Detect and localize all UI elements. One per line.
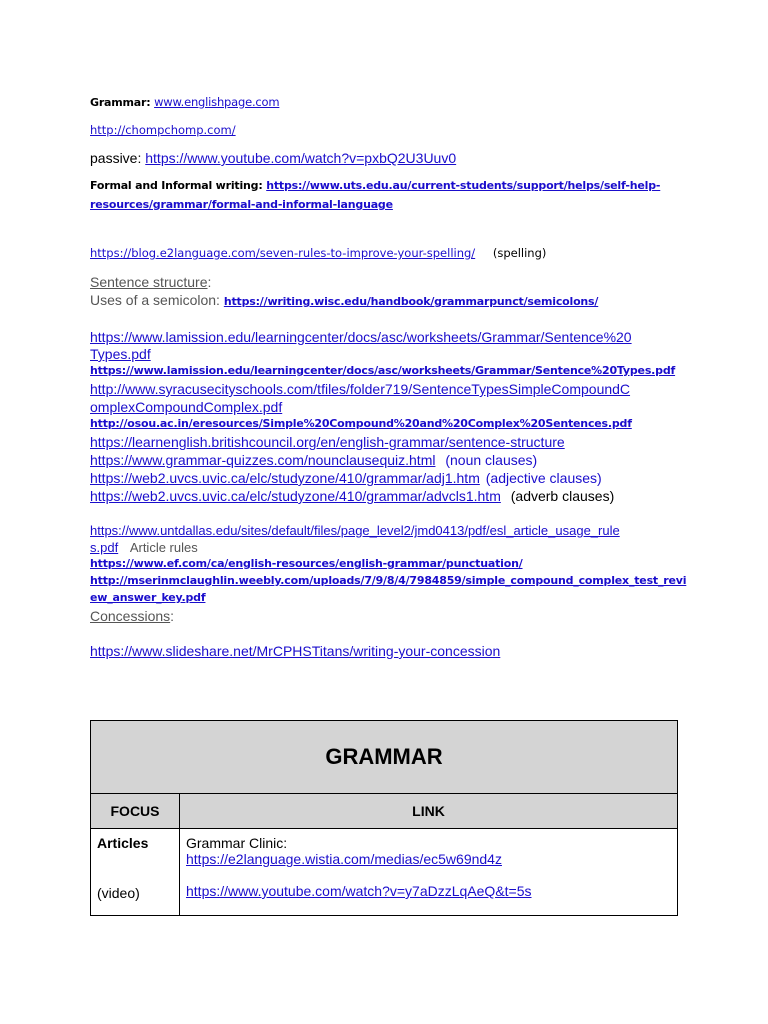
syracuse-link-part1[interactable]: http://www.syracusecityschools.com/tfiles/folder719/SentenceTypesSimpleCompoundC — [90, 381, 631, 397]
englishpage-link[interactable]: www.englishpage.com — [154, 95, 280, 109]
semicolon-label: Uses of a semicolon: — [90, 292, 224, 308]
syracuse-link-part2[interactable]: omplexCompoundComplex.pdf — [90, 399, 283, 415]
formal-link-part2[interactable]: resources/grammar/formal-and-informal-language — [90, 198, 393, 211]
untdallas-line-b — [90, 540, 198, 555]
lamission-link-2[interactable]: https://www.lamission.edu/learningcenter/docs/asc/worksheets/Grammar/Sentence%20Types.pdf — [90, 364, 676, 377]
ef-line — [90, 557, 523, 570]
formal-link-part1[interactable]: https://www.uts.edu.au/current-students/support/helps/self-help- — [266, 179, 661, 192]
weebly-line-a — [90, 574, 686, 587]
quizzes-line — [90, 452, 537, 468]
grammar-line — [90, 95, 279, 109]
weebly-link-part1[interactable]: http://mserinmclaughlin.weebly.com/uploads/7/9/8/4/7984859/simple_compound_complex_test_revi — [90, 574, 687, 587]
passive-link[interactable]: https://www.youtube.com/watch?v=pxbQ2U3Uuv0 — [145, 150, 457, 166]
concessions-heading — [90, 608, 174, 624]
untdallas-link-part2[interactable]: s.pdf — [90, 540, 119, 555]
focus-video: (video) — [97, 885, 140, 901]
lamission-line-1b — [90, 346, 151, 362]
concessions-label: Concessions — [90, 608, 171, 624]
semicolon-link[interactable]: https://writing.wisc.edu/handbook/grammarpunct/semicolons/ — [223, 295, 599, 308]
passive-line — [90, 150, 456, 166]
grammar-quizzes-link[interactable]: https://www.grammar-quizzes.com/nounclausequiz.html — [90, 452, 436, 468]
osou-link[interactable]: http://osou.ac.in/eresources/Simple%20Compound%20and%20Complex%20Sentences.pdf — [90, 417, 632, 430]
grammar-table — [90, 720, 678, 916]
slideshare-line — [90, 643, 500, 659]
adjective-clauses-note: (adjective clauses) — [485, 470, 602, 486]
adverb-clauses-link[interactable]: https://web2.uvcs.uvic.ca/elc/studyzone/410/grammar/advcls1.htm — [90, 488, 501, 504]
chompchomp-line — [90, 123, 236, 137]
lamission-link-1-part1[interactable]: https://www.lamission.edu/learningcenter/docs/asc/worksheets/Grammar/Sentence%20 — [90, 329, 632, 345]
untdallas-link-part1[interactable]: https://www.untdallas.edu/sites/default/files/page_level2/jmd0413/pdf/esl_article_usage_rule — [90, 523, 620, 538]
concessions-colon: : — [170, 608, 175, 624]
british-line — [90, 434, 565, 450]
table-row — [91, 829, 678, 916]
grammar-label: Grammar: — [90, 96, 155, 109]
formal-line-1 — [90, 179, 660, 192]
adj-line — [90, 470, 602, 486]
adjective-clauses-link[interactable]: https://web2.uvcs.uvic.ca/elc/studyzone/410/grammar/adj1.htm — [90, 470, 480, 486]
passive-label: passive: — [90, 150, 146, 166]
link-header: LINK — [180, 794, 678, 829]
noun-clauses-note: (noun clauses) — [445, 452, 538, 468]
sentence-structure-heading — [90, 274, 211, 290]
spelling-note: (spelling) — [492, 246, 547, 260]
clinic-label: Grammar Clinic: — [186, 835, 288, 851]
lamission-link-1-part2[interactable]: Types.pdf — [90, 346, 151, 362]
semicolon-line — [90, 292, 598, 308]
lamission-line-2 — [90, 364, 675, 377]
adverb-clauses-note: (adverb clauses) — [510, 488, 615, 504]
sentence-structure-colon: : — [207, 274, 212, 290]
syracuse-line-a — [90, 381, 630, 397]
article-rules-note: Article rules — [129, 540, 198, 555]
syracuse-line-b — [90, 399, 282, 415]
link-cell — [180, 829, 678, 916]
formal-label: Formal and Informal writing: — [90, 179, 267, 192]
osou-line — [90, 417, 632, 430]
formal-line-2 — [90, 198, 393, 211]
clinic-link[interactable]: https://e2language.wistia.com/medias/ec5w69nd4z — [186, 851, 502, 867]
sentence-structure-label: Sentence structure — [90, 274, 208, 290]
british-council-link[interactable]: https://learnenglish.britishcouncil.org/en/english-grammar/sentence-structure — [90, 434, 565, 450]
ef-punctuation-link[interactable]: https://www.ef.com/ca/english-resources/english-grammar/punctuation/ — [90, 557, 523, 570]
spelling-link[interactable]: https://blog.e2language.com/seven-rules-to-improve-your-spelling/ — [90, 246, 476, 260]
table-title: GRAMMAR — [91, 721, 678, 794]
focus-articles: Articles — [97, 835, 149, 851]
untdallas-line-a — [90, 523, 620, 538]
youtube-articles-link[interactable]: https://www.youtube.com/watch?v=y7aDzzLqAeQ&t=5s — [186, 883, 532, 899]
chompchomp-link[interactable]: http://chompchomp.com/ — [90, 123, 236, 137]
weebly-line-b — [90, 591, 205, 604]
lamission-line-1a — [90, 329, 632, 345]
focus-cell — [91, 829, 180, 916]
slideshare-link[interactable]: https://www.slideshare.net/MrCPHSTitans/writing-your-concession — [90, 643, 501, 659]
weebly-link-part2[interactable]: ew_answer_key.pdf — [90, 591, 206, 604]
adv-line — [90, 488, 614, 504]
focus-header: FOCUS — [91, 794, 180, 829]
spelling-line — [90, 246, 546, 260]
